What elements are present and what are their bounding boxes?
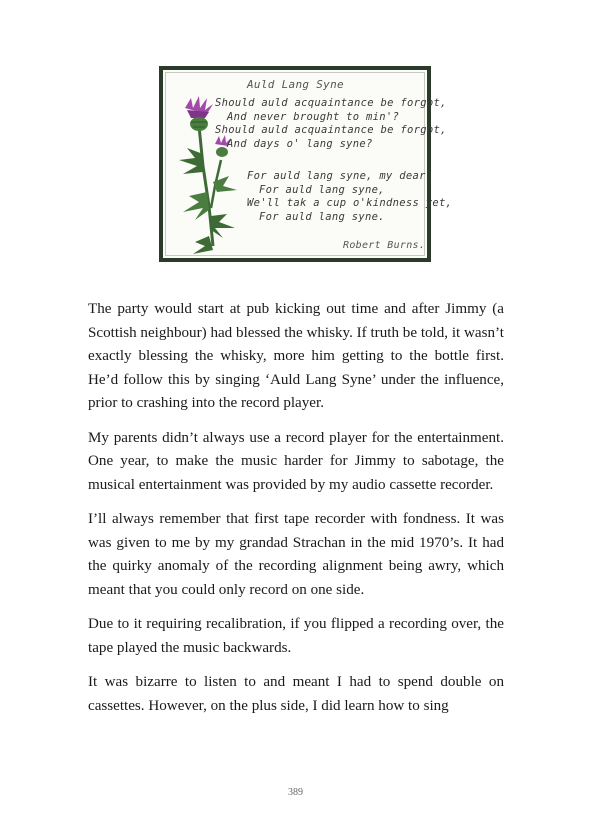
paragraph: It was bizarre to listen to and meant I had to spend double on cassettes. However, on the plus side, I did learn how to sing [88, 674, 504, 714]
paragraph: My parents didn’t always use a record player for the entertainment. One year, to make the music harder for Jimmy to sabotage, the musical entertainment was provided by my audio cassette recorder. [88, 429, 504, 493]
poem-line: For auld lang syne. [259, 210, 385, 223]
poem-title: Auld Lang Syne [247, 78, 344, 91]
poem-line: We'll tak a cup o'kindness yet, [247, 197, 453, 209]
poem-author: Robert Burns. [343, 240, 426, 251]
poem-line: For auld lang syne, [259, 183, 385, 196]
cross-stitch-figure [159, 66, 453, 262]
poem-line: And days o' lang syne? [227, 137, 373, 150]
poem-line: Should auld acquaintance be forgot, [215, 97, 447, 109]
body-text [88, 298, 504, 729]
page-number: 389 [288, 787, 303, 798]
paragraph: The party would start at pub kicking out time and after Jimmy (a Scottish neighbour) had blessed the whisky. If truth be told, it wasn’t exactly blessing the whisky, more him getting to the bottle first. He’d follow this by singing ‘Auld Lang Syne’ under the influence, prior to crashing into the record player. [88, 301, 504, 411]
paragraph: I’ll always remember that first tape recorder with fondness. It was was given to me by my grandad Strachan in the mid 1970’s. It had the quirky anomaly of the recording alignment being awry, which meant that you could only record on one side. [88, 511, 504, 598]
poem-line: For auld lang syne, my dear, [247, 170, 433, 182]
paragraph: Due to it requiring recalibration, if you flipped a recording over, the tape played the music backwards. [88, 616, 504, 656]
poem-line: Should auld acquaintance be forgot, [215, 124, 447, 136]
poem-line: And never brought to min'? [227, 110, 400, 123]
poem-verse-1 [215, 97, 447, 151]
poem-verse-2 [247, 170, 452, 224]
